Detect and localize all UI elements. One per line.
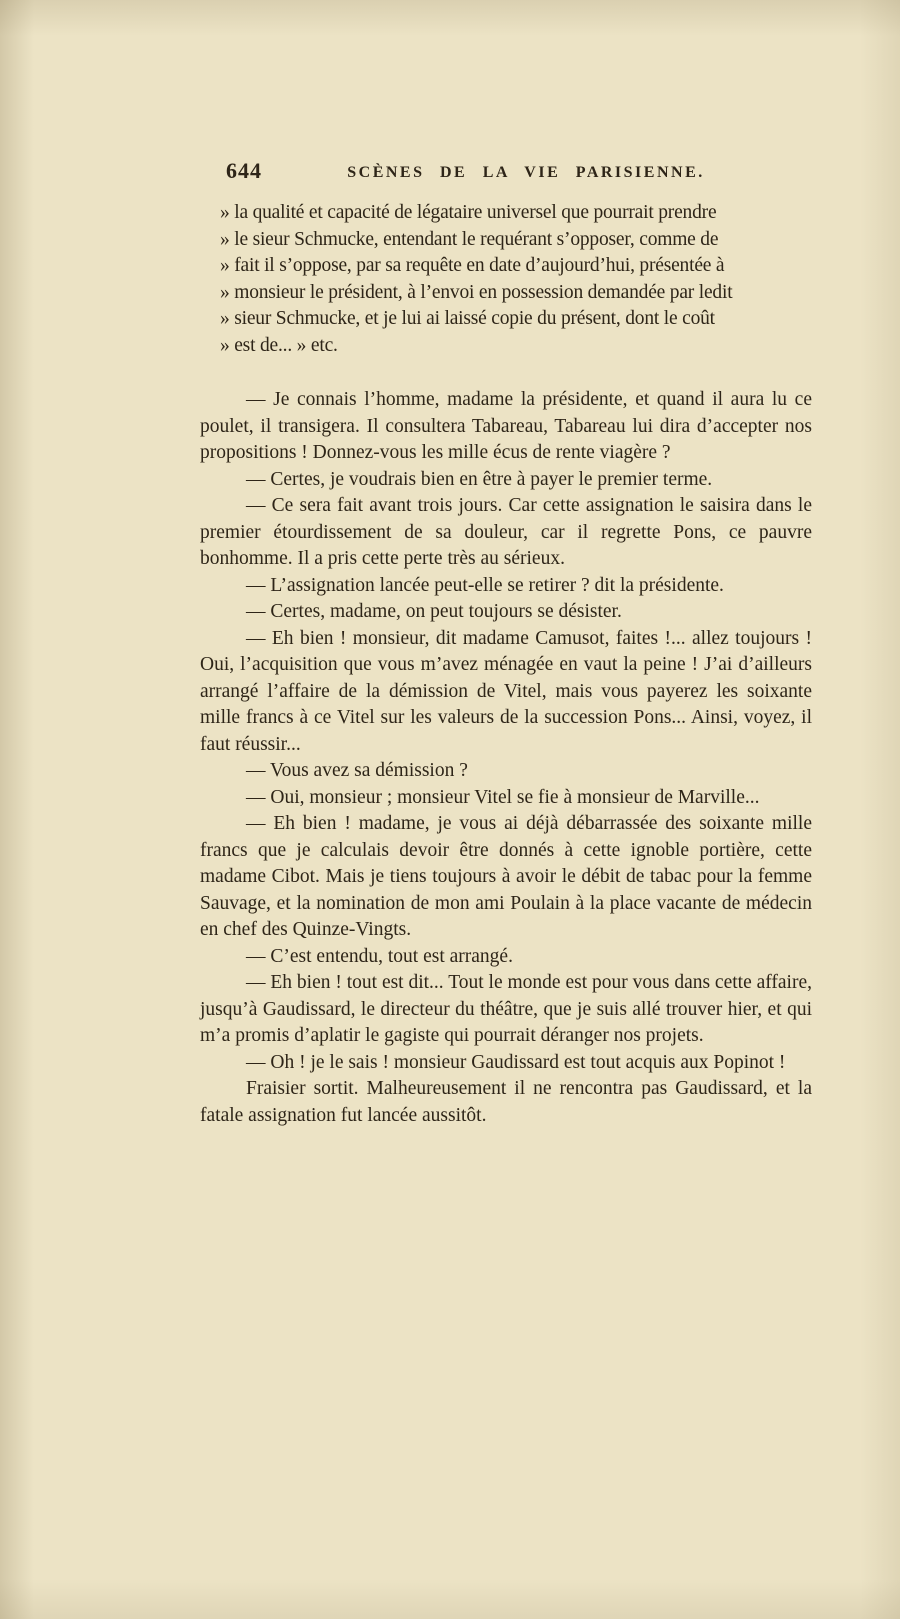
paragraph: — C’est entendu, tout est arrangé. xyxy=(246,945,513,967)
text-block xyxy=(200,200,812,1129)
quote-line: » le sieur Schmucke, entendant le requérant s’opposer, comme de xyxy=(220,228,719,250)
running-header: SCÈNES DE LA VIE PARISIENNE. xyxy=(347,164,705,181)
paragraph-spacer xyxy=(200,359,812,387)
paragraph: Fraisier sortit. Malheureusement il ne rencontra pas Gaudissard, et la fatale assignation fut lancée aussitôt. xyxy=(200,1078,812,1126)
paragraph: — Vous avez sa démission ? xyxy=(246,760,468,781)
quote-line: » est de... » etc. xyxy=(220,334,338,356)
paragraph: — L’assignation lancée peut-elle se retirer ? dit la présidente. xyxy=(246,574,724,596)
page-header xyxy=(200,158,812,188)
quote-line: » la qualité et capacité de légataire universel que pourrait prendre xyxy=(220,202,717,223)
paragraph: — Oh ! je le sais ! monsieur Gaudissard est tout acquis aux Popinot ! xyxy=(246,1051,786,1073)
paragraph: — Certes, madame, on peut toujours se désister. xyxy=(246,601,622,622)
paragraph: — Ce sera fait avant trois jours. Car cette assignation le saisira dans le premier étourdissement de sa douleur, car il regrette Pons, ce pauvre bonhomme. Il a pris cette perte très au sérieux. xyxy=(200,495,812,569)
paragraph: — Je connais l’homme, madame la présidente, et quand il aura lu ce poulet, il transigera. Il consultera Tabareau, Tabareau lui dira d’accepter nos propositions ! Donnez-vous les mille écus de rente viagère ? xyxy=(200,389,812,463)
paragraph: — Eh bien ! tout est dit... Tout le monde est pour vous dans cette affaire, jusqu’à Gaudissard, le directeur du théâtre, que je suis allé trouver hier, et qui m’a promis d’aplatir le gagiste qui pourrait déranger nos projets. xyxy=(200,972,812,1046)
book-page xyxy=(0,158,900,1619)
page-number: 644 xyxy=(226,158,262,183)
paragraph: — Certes, je voudrais bien en être à payer le premier terme. xyxy=(246,468,713,490)
quote-line: » monsieur le président, à l’envoi en possession demandée par ledit xyxy=(220,281,733,303)
quote-line: » fait il s’oppose, par sa requête en date d’aujourd’hui, présentée à xyxy=(220,255,725,276)
paragraph: — Oui, monsieur ; monsieur Vitel se fie à monsieur de Marville... xyxy=(246,786,760,808)
quote-block xyxy=(200,200,812,359)
paragraph: — Eh bien ! madame, je vous ai déjà débarrassée des soixante mille francs que je calculais devoir être donnés à cette ignoble portière, cette madame Cibot. Mais je tiens toujours à avoir le débit de tabac pour la femme Sauvage, et la nomination de mon ami Poulain à la place vacante de médecin en chef des Quinze-Vingts. xyxy=(200,813,812,940)
paragraph: — Eh bien ! monsieur, dit madame Camusot, faites !... allez toujours ! Oui, l’acquisition que vous m’avez ménagée en vaut la peine ! J’ai d’ailleurs arrangé l’affaire de la démission de Vitel, mais vous payerez les soixante mille francs à ce Vitel sur les valeurs de la succession Pons... Ainsi, voyez, il faut réussir... xyxy=(200,627,812,755)
quote-line: » sieur Schmucke, et je lui ai laissé copie du présent, dont le coût xyxy=(220,308,715,329)
